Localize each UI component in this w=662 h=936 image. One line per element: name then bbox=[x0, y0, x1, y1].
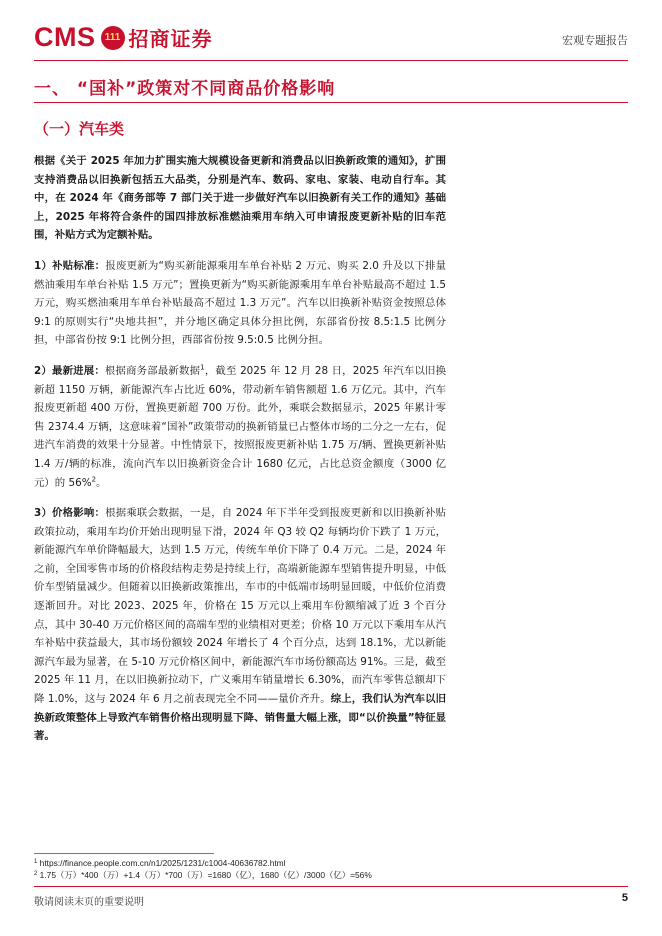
subsidy-standard-text: 报废更新为“购买新能源乘用车单台补贴 2 万元、购买 2.0 升及以下排量燃油乘用车单台补贴 1.5 万元”；置换更新为“购买新能源乘用车单台补贴最高不超过 1.5 万元，购买燃油乘用车单台补贴最高不超过 1.3 万元”。汽车以旧换新补贴资金按照总体 9:1 的原则实行“央地共担”，并分地区确定具体分担比例，东部省份按 8.5:1.5 比例分担，中部省份按 9:1 比例分担，西部省份按 9.5:0.5 比例分担。 bbox=[34, 259, 446, 347]
footnote-1-number: 1 bbox=[34, 859, 38, 865]
footer-divider bbox=[34, 886, 628, 887]
footnote-2-number: 2 bbox=[34, 871, 38, 877]
price-impact-conclusion: 综上，我们认为汽车以旧换新政策整体上导致汽车销售价格出现明显下降、销售量大幅上涨，即“以价换量”特征显著。 bbox=[34, 693, 446, 743]
footnote-ref-1[interactable]: 1 bbox=[200, 363, 205, 372]
latest-progress-text-c: 。 bbox=[96, 476, 107, 489]
footnote-ref-2[interactable]: 2 bbox=[91, 475, 97, 484]
latest-progress-text-b: ，截至 2025 年 12 月 28 日，2025 年汽车以旧换新超 1150 万辆，新能源汽车占比近 60%，带动新车销售额超 1.6 万亿元。其中，汽车报废更新超 400 万份，置换更新超 700 万份。此外，乘联会数据显示，2025 年累计零售 2374.4 万辆，这意味着“国补”政策带动的换新销量已占整体市场的二分之一左右，促进汽车消费的效果十分显著。中性情景下，按照报废更新补贴 1.75 万/辆、置换更新补贴 1.4 万/辆的标准，流向汽车以旧换新资金合计 1680 亿元，占比总资金额度（3000 亿元）的 56% bbox=[34, 364, 447, 489]
logo-text: CMS bbox=[34, 22, 96, 52]
price-impact-text: 根据乘联会数据，一是，自 2024 年下半年受到报废更新和以旧换新补贴政策拉动，乘用车均价开始出现明显下滑，2024 年 Q3 较 Q2 每辆均价下跌了 1 万元，新能源汽车单价降幅最大，达到 1.5 万元，传统车单价下降了 0.4 万元。二是，2024 年之前，全国零售市场的价格段结构走势是持续上行，高端新能源车型销售提升明显，中低价车型销量减少。但随着以旧换新政策推出，车市的中低端市场明显回暖，中低价位消费逐渐回升。对比 2023、2025 年，价格在 15 万元以上乘用车份额缩减了近 3 个百分点，其中 30-40 万元价格区间的高端车型的业绩相对更差；价格 10 万元以下乘用车从汽车补贴中获益最大，其市场份额较 2024 年增长了 4 个百分点，达到 18.1%，尤以新能源汽车最为显著，在 5-10 万元价格区间中，新能源汽车市场份额高达 91%。三是，截至 2025 年 11 月，在以旧换新拉动下，广义乘用车销量增长 6.30%，而汽车零售总额却下降 1.0%，这与 2024 年 6 月之前表现完全不同——量价齐升。 bbox=[34, 507, 447, 706]
intro-paragraph: 根据《关于 2025 年加力扩围实施大规模设备更新和消费品以旧换新政策的通知》，扩围支持消费品以旧换新包括五大品类，分别是汽车、数码、家电、家装、电动自行车。其中，在 2024 年《商务部等 7 部门关于进一步做好汽车以旧换新有关工作的通知》基础上，2025 年将符合条件的国四排放标准燃油乘用车纳入可申请报废更新补贴的旧车范围，补贴方式为定额补贴。 bbox=[34, 155, 446, 242]
footnote-2-text: 1.75（万）*400（万）+1.4（万）*700（万）=1680（亿），1680（亿）/3000（亿）=56% bbox=[37, 870, 372, 880]
price-impact-paragraph bbox=[34, 504, 446, 746]
latest-progress-lead: 2）最新进展： bbox=[34, 364, 105, 377]
footnote-1-link[interactable]: https://finance.people.com.cn/n1/2025/1231/c1004-40636782.html bbox=[37, 858, 286, 868]
cms-logo bbox=[34, 22, 213, 53]
subsidy-standard-lead: 1）补贴标准： bbox=[34, 259, 106, 272]
footnote-1 bbox=[34, 857, 372, 869]
logo-badge-icon: 111 bbox=[101, 26, 125, 50]
latest-progress-paragraph bbox=[34, 362, 446, 492]
section-title: 一、 “国补”政策对不同商品价格影响 bbox=[34, 79, 336, 99]
report-type-label: 宏观专题报告 bbox=[562, 34, 628, 47]
page-number: 5 bbox=[621, 892, 628, 904]
footnotes bbox=[34, 857, 372, 881]
page-header bbox=[34, 18, 628, 58]
price-impact-lead: 3）价格影响： bbox=[34, 507, 106, 520]
subsection-title: （一）汽车类 bbox=[34, 120, 125, 138]
logo-company-name: 招商证券 bbox=[128, 27, 213, 51]
article-body bbox=[34, 152, 446, 758]
subsidy-standard-paragraph bbox=[34, 257, 446, 350]
header-divider bbox=[34, 60, 628, 61]
footnote-2 bbox=[34, 869, 372, 881]
disclaimer-note: 敬请阅读末页的重要说明 bbox=[34, 897, 144, 908]
latest-progress-text-a: 根据商务部最新数据 bbox=[104, 364, 201, 377]
footnote-divider bbox=[34, 853, 214, 854]
section-divider bbox=[34, 102, 628, 103]
